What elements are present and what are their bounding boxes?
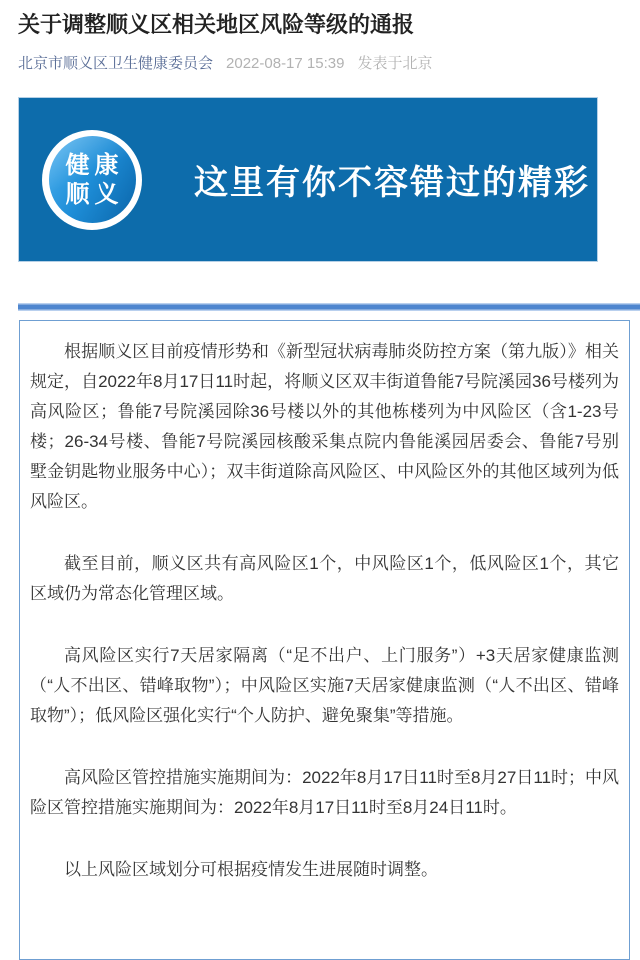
notice-paragraph-1: 根据顺义区目前疫情形势和《新型冠状病毒肺炎防控方案（第九版）》相关规定，自2022年8月17日11时起，将顺义区双丰街道鲁能7号院溪园36号楼列为高风险区；鲁能7号院溪园除36号楼以外的其他栋楼列为中风险区（含1-23号楼；26-34号楼、鲁能7号院溪园核酸采集点院内鲁能溪园居委会、鲁能7号别墅金钥匙物业服务中心）；双丰街道除高风险区、中风险区外的其他区域列为低风险区。 [30, 342, 619, 511]
publish-time: 2022-08-17 15:39 [226, 55, 345, 72]
health-shunyi-logo [42, 130, 142, 230]
logo-text-line1: 健康 [65, 151, 124, 179]
notice-paragraph-3: 高风险区实行7天居家隔离（“足不出户、上门服务”）+3天居家健康监测（“人不出区、错峰取物”）；中风险区实施7天居家健康监测（“人不出区、错峰取物”）；低风险区强化实行“个人防护、避免聚集”等措施。 [30, 646, 619, 725]
page-title: 关于调整顺义区相关地区风险等级的通报 [18, 12, 415, 37]
byline [18, 55, 622, 73]
publish-location: 发表于北京 [357, 55, 433, 72]
section-divider [18, 303, 640, 311]
notice-content-box [19, 320, 630, 960]
banner-headline: 这里有你不容错过的精彩 [194, 164, 590, 202]
account-name-link[interactable]: 北京市顺义区卫生健康委员会 [18, 55, 214, 72]
logo-text-line2: 顺义 [65, 180, 124, 208]
notice-paragraph-4: 高风险区管控措施实施期间为：2022年8月17日11时至8月27日11时；中风险区管控措施实施期间为：2022年8月17日11时至8月24日11时。 [30, 768, 619, 817]
banner-image[interactable] [18, 97, 598, 262]
notice-paragraph-2: 截至目前，顺义区共有高风险区1个，中风险区1个，低风险区1个，其它区域仍为常态化管理区域。 [30, 554, 619, 603]
notice-paragraph-5: 以上风险区域划分可根据疫情发生进展随时调整。 [64, 860, 438, 879]
health-shunyi-logo-inner [49, 136, 136, 223]
